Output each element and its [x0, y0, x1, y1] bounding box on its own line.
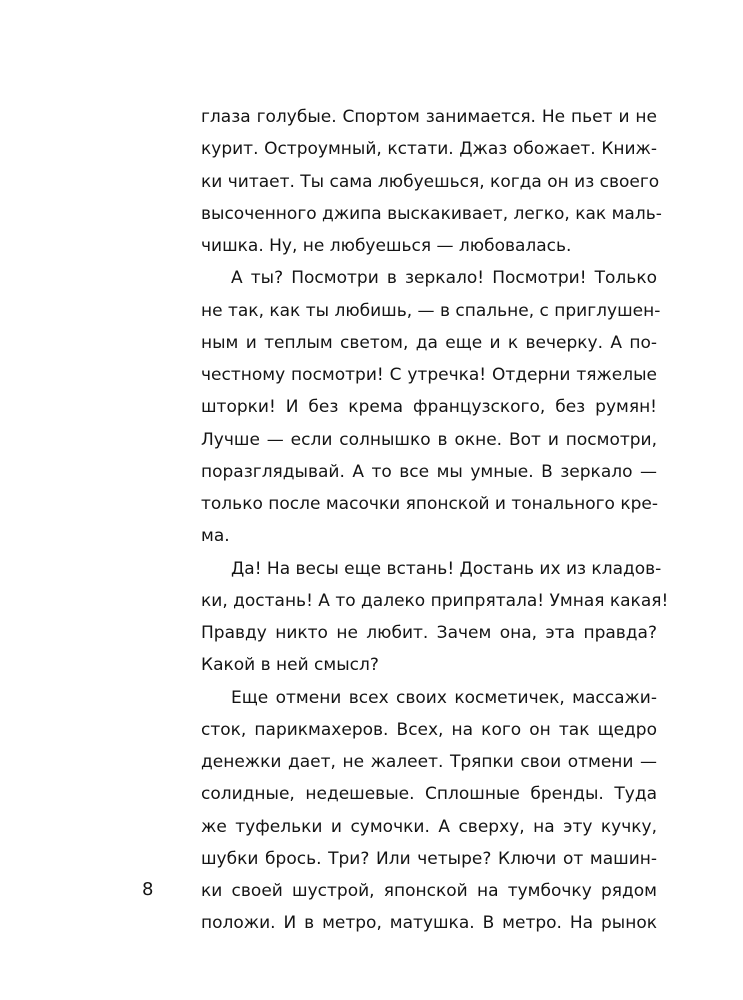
text-line: поразглядывай. А то все мы умные. В зеркало — — [201, 461, 657, 482]
text-line: не так, как ты любишь, — в спальне, с приглушен- — [201, 300, 661, 321]
text-line: шубки брось. Три? Или четыре? Ключи от машин- — [201, 848, 657, 869]
text-line: честному посмотри! С утречка! Отдерни тяжелые — [201, 365, 657, 385]
text-line: денежки дает, не жалеет. Тряпки свои отмени — — [201, 752, 657, 772]
text-line: высоченного джипа выскакивает, легко, как маль- — [201, 203, 662, 224]
text-line: ки своей шустрой, японской на тумбочку рядом — [201, 881, 657, 901]
text-line: ма. — [201, 526, 230, 547]
text-line: ки, достань! А то далеко припрятала! Умная какая! — [201, 590, 669, 611]
text-line: Какой в ней смысл? — [201, 655, 379, 676]
text-line: Еще отмени всех своих косметичек, массажи- — [231, 687, 657, 708]
text-line: А ты? Посмотри в зеркало! Посмотри! Только — [231, 268, 657, 289]
text-line: солидные, недешевые. Сплошные бренды. Туда — [201, 784, 657, 805]
text-line: Да! На весы еще встань! Достань их из кладов- — [231, 558, 662, 579]
page-number: 8 — [142, 879, 154, 900]
text-line: курит. Остроумный, кстати. Джаз обожает. Книж- — [201, 139, 657, 160]
text-line: сток, парикмахеров. Всех, на кого он так щедро — [201, 719, 657, 740]
text-line: Правду никто не любит. Зачем она, эта правда? — [201, 623, 657, 643]
text-line: Лучше — если солнышко в окне. Вот и посмотри, — [201, 429, 657, 450]
text-line: только после масочки японской и тонального кре- — [201, 494, 659, 514]
text-line: ки читает. Ты сама любуешься, когда он из своего — [201, 171, 660, 192]
text-line: чишка. Ну, не любуешься — любовалась. — [201, 236, 572, 256]
text-line: ным и теплым светом, да еще и к вечерку. А по- — [201, 332, 657, 353]
body-text — [201, 101, 669, 940]
text-line: шторки! И без крема французского, без румян! — [201, 397, 657, 418]
text-line: положи. И в метро, матушка. В метро. На рынок — [201, 913, 657, 934]
text-line: глаза голубые. Спортом занимается. Не пьет и не — [201, 107, 657, 127]
text-line: же туфельки и сумочки. А сверху, на эту кучку, — [201, 816, 657, 837]
